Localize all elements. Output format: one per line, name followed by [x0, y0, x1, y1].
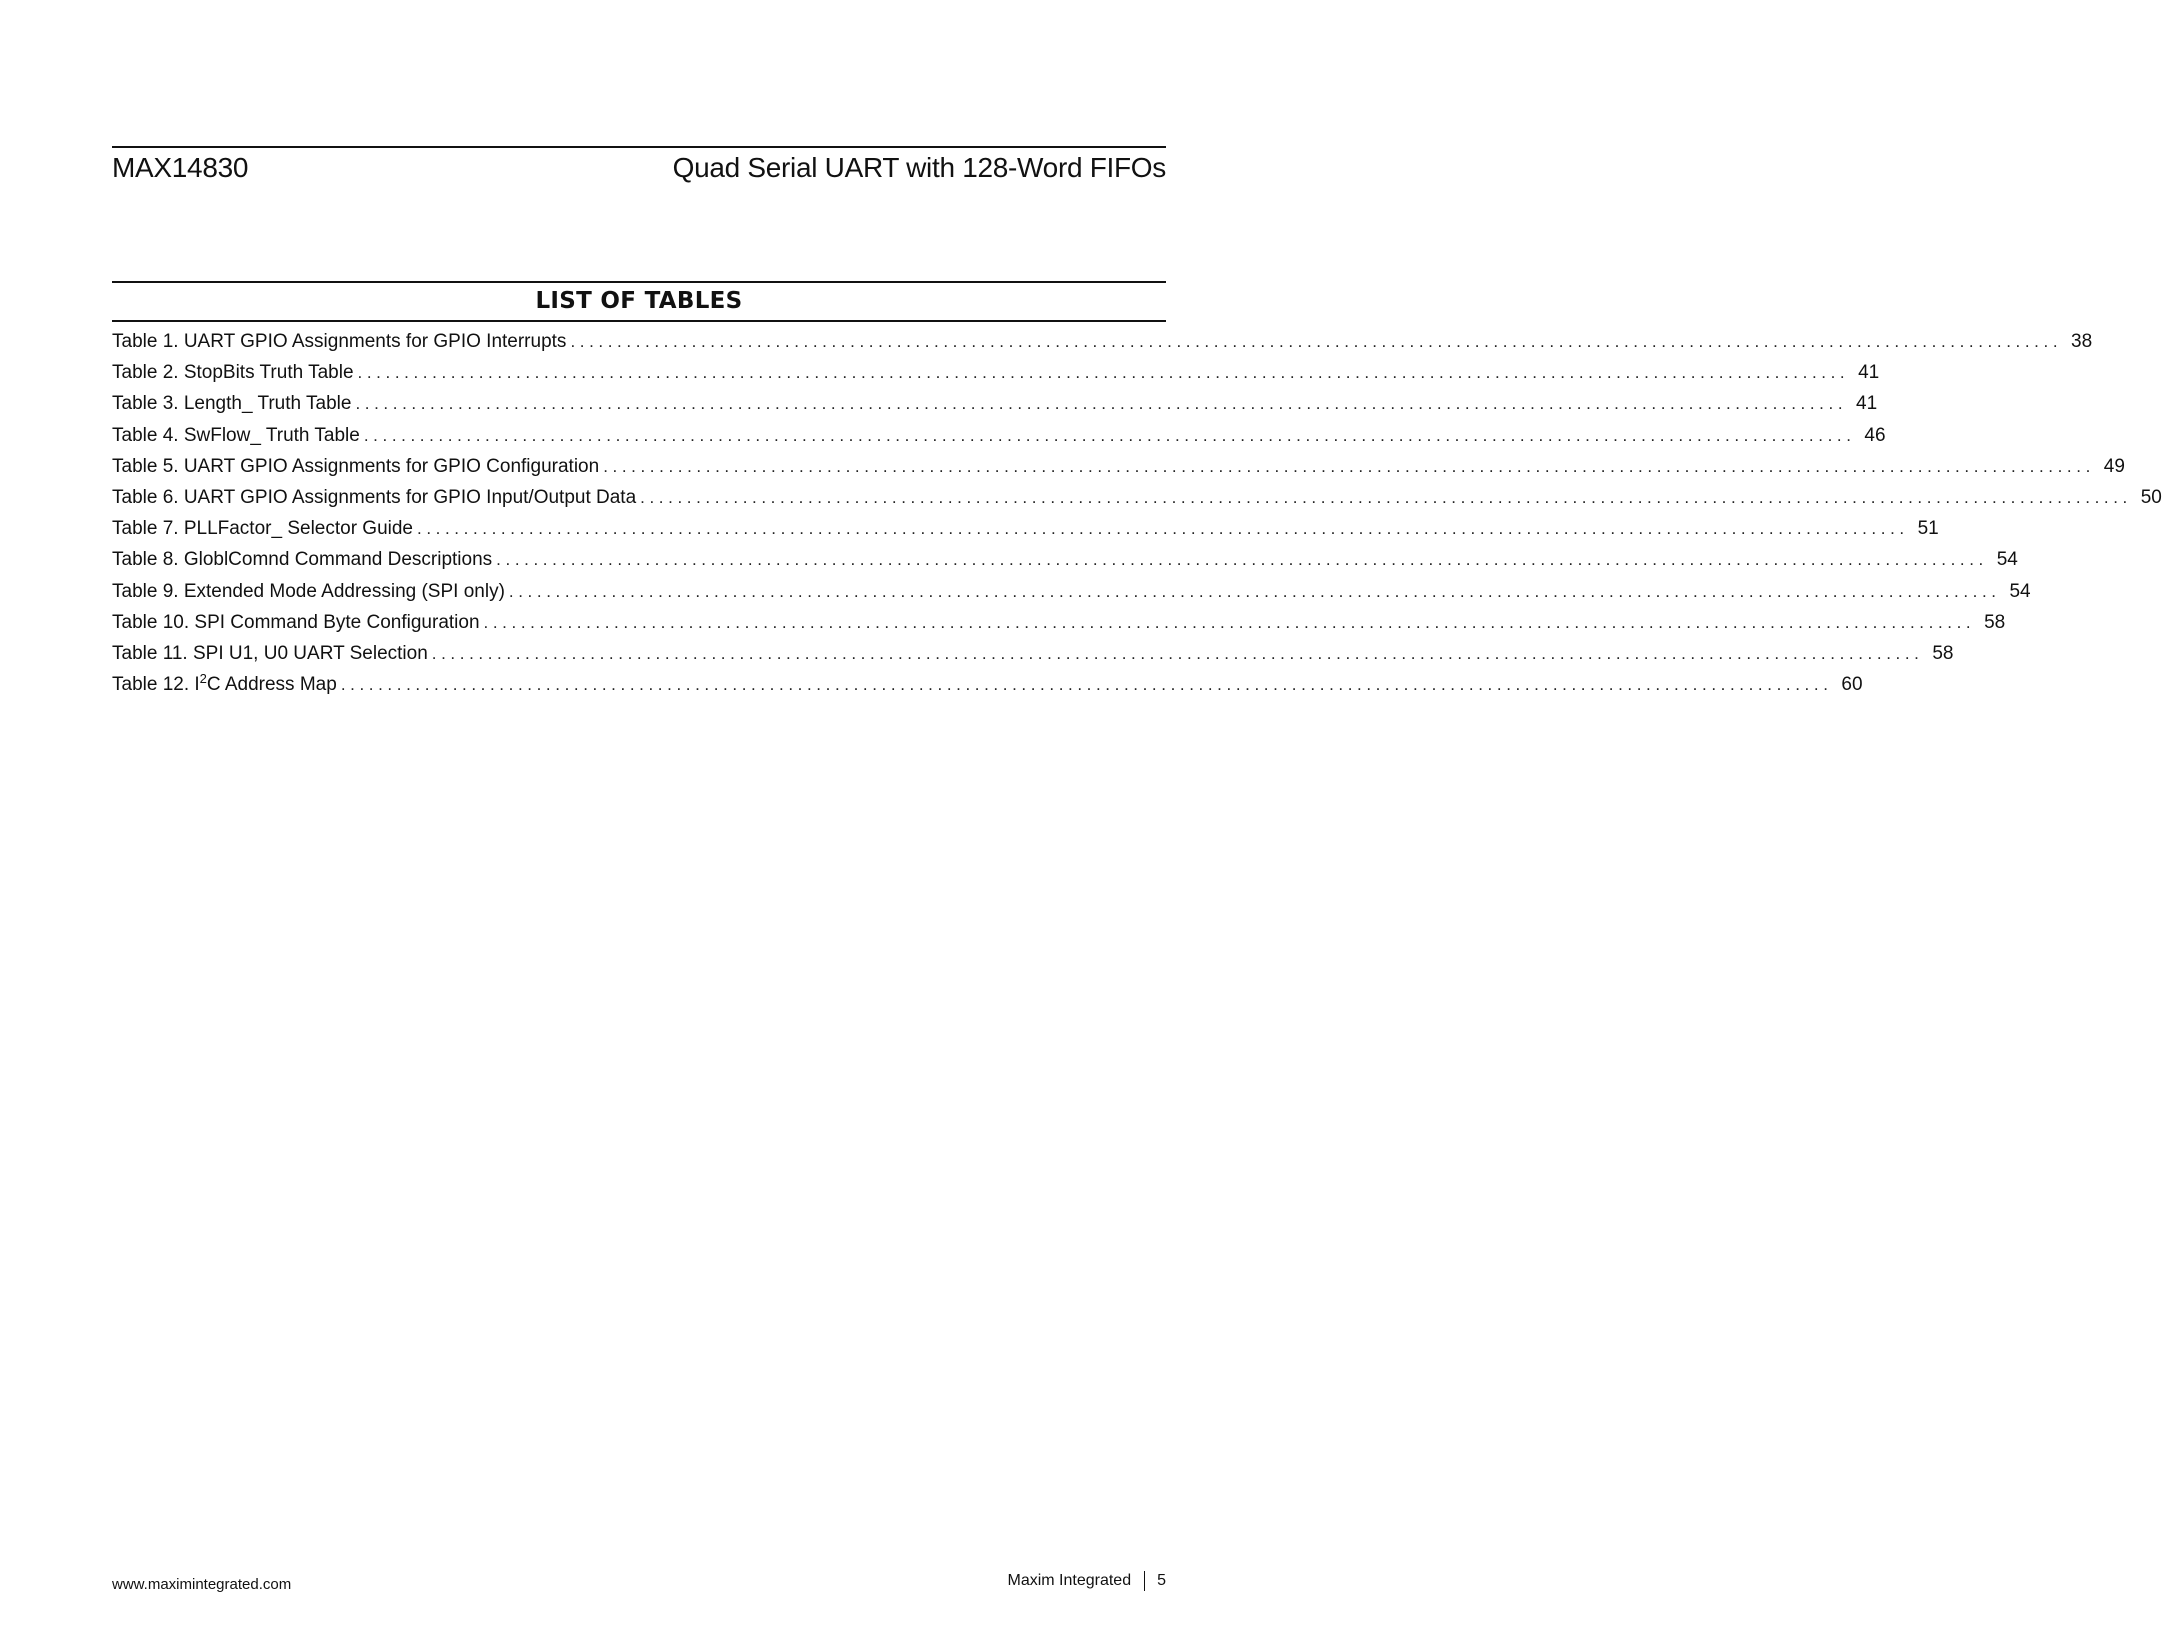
toc-entry-page: 60 — [1841, 674, 1863, 696]
toc-entry-page: 54 — [2009, 580, 2031, 602]
header-rule — [112, 146, 1166, 148]
dot-leader: ................................................................................................................................................................ — [357, 363, 1850, 383]
toc-entry-label: Table 11. SPI U1, U0 UART Selection — [112, 642, 428, 664]
toc-entry-label: Table 4. SwFlow_ Truth Table — [112, 424, 360, 446]
toc-entry-label: Table 2. StopBits Truth Table — [112, 362, 354, 384]
footer-divider — [1144, 1571, 1145, 1591]
toc-entry-label: Table 8. GloblComnd Command Descriptions — [112, 549, 493, 571]
toc-entry[interactable] — [112, 544, 2018, 575]
toc-entry-label: Table 7. PLLFactor_ Selector Guide — [112, 518, 414, 540]
dot-leader: ................................................................................................................................................................ — [603, 456, 2095, 476]
toc-entry-page: 41 — [1856, 393, 1878, 415]
part-number: MAX14830 — [112, 152, 249, 183]
footer-page-number: 5 — [1157, 1572, 1166, 1589]
dot-leader: ................................................................................................................................................................ — [431, 643, 1924, 663]
toc-entry-label: Table 5. UART GPIO Assignments for GPIO Configuration — [112, 455, 600, 477]
dot-leader: ................................................................................................................................................................ — [496, 550, 1988, 570]
dot-leader: ................................................................................................................................................................ — [508, 581, 2001, 601]
dot-leader: ................................................................................................................................................................ — [355, 394, 1848, 414]
toc-entry[interactable] — [112, 576, 2031, 607]
list-of-tables — [112, 326, 2162, 700]
toc-entry[interactable] — [112, 638, 1954, 669]
footer-company: Maxim Integrated — [1007, 1572, 1132, 1589]
dot-leader: ................................................................................................................................................................ — [417, 519, 1909, 539]
dot-leader: ................................................................................................................................................................ — [570, 332, 2063, 351]
document-title: Quad Serial UART with 128-Word FIFOs — [672, 152, 1166, 183]
toc-entry-label-prefix: Table 12. I — [112, 674, 200, 696]
toc-entry[interactable] — [112, 388, 1878, 419]
toc-entry[interactable] — [112, 420, 1886, 451]
toc-entry-page: 38 — [2071, 331, 2093, 352]
dot-leader: ................................................................................................................................................................ — [363, 425, 1856, 445]
toc-entry[interactable] — [112, 482, 2162, 513]
section-rule-bottom — [112, 320, 1166, 322]
toc-entry-page: 58 — [1984, 611, 2006, 633]
toc-entry-label: Table 3. Length_ Truth Table — [112, 393, 352, 415]
toc-entry-page: 49 — [2103, 455, 2125, 477]
toc-entry[interactable] — [112, 357, 1880, 388]
toc-entry-label: Table 1. UART GPIO Assignments for GPIO Interrupts — [112, 331, 567, 352]
dot-leader: ................................................................................................................................................................ — [640, 487, 2132, 507]
toc-entry-page: 54 — [1996, 549, 2018, 571]
footer-website-link[interactable]: www.maximintegrated.com — [112, 1576, 292, 1593]
toc-entry[interactable] — [112, 451, 2125, 482]
toc-entry-label — [112, 669, 337, 700]
toc-entry[interactable] — [112, 607, 2006, 638]
dot-leader: ................................................................................................................................................................ — [340, 675, 1833, 695]
toc-entry-page: 41 — [1858, 362, 1880, 384]
toc-entry-page: 51 — [1917, 518, 1939, 540]
section-title: LIST OF TABLES — [535, 288, 743, 314]
toc-entry-page: 50 — [2140, 486, 2162, 508]
toc-entry[interactable] — [112, 669, 1863, 700]
superscript-two: 2 — [199, 671, 207, 687]
toc-entry[interactable] — [112, 513, 1939, 544]
toc-entry-label: Table 9. Extended Mode Addressing (SPI only) — [112, 580, 505, 602]
toc-entry-page: 46 — [1864, 424, 1886, 446]
section-rule-top — [112, 281, 1166, 283]
toc-entry[interactable] — [112, 326, 2093, 357]
dot-leader: ................................................................................................................................................................ — [483, 612, 1976, 632]
toc-entry-page: 58 — [1932, 642, 1954, 664]
toc-entry-label-suffix: C Address Map — [206, 674, 337, 696]
toc-entry-label: Table 6. UART GPIO Assignments for GPIO Input/Output Data — [112, 486, 637, 508]
footer-page-info — [1007, 1570, 1166, 1592]
toc-entry-label: Table 10. SPI Command Byte Configuration — [112, 611, 480, 633]
